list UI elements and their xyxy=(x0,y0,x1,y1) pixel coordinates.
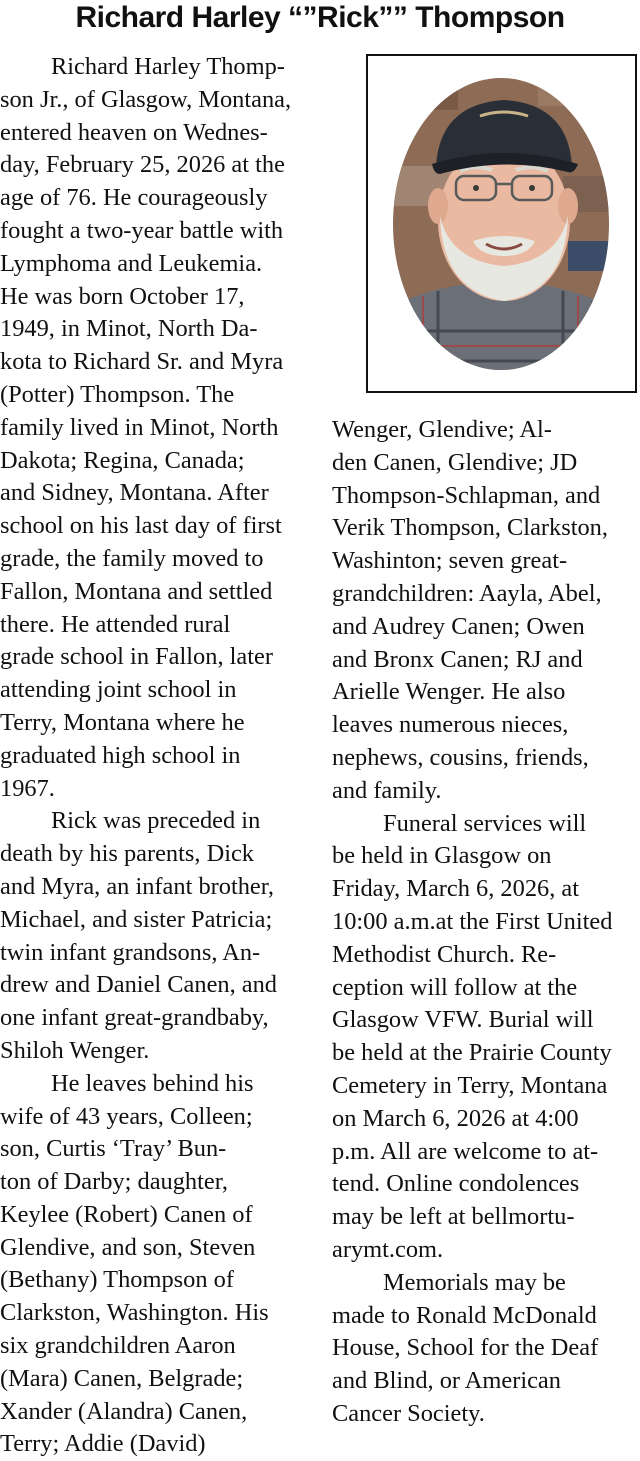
text-line: Terry, Montana where he xyxy=(0,708,245,736)
text-line: 1949, in Minot, North Da- xyxy=(0,315,258,343)
text-line: leaves numerous nieces, xyxy=(332,711,569,739)
text-line: graduated high school in xyxy=(0,741,241,769)
text-line: Cemetery in Terry, Montana xyxy=(332,1071,608,1099)
text-line: drew and Daniel Canen, and xyxy=(0,971,278,999)
portrait-photo-icon xyxy=(368,56,635,391)
text-line: Xander (Alandra) Canen, xyxy=(0,1397,248,1425)
text-line: death by his parents, Dick xyxy=(0,840,255,868)
text-line: and Sidney, Montana. After xyxy=(0,479,269,507)
text-line: nephews, cousins, friends, xyxy=(332,743,589,771)
text-line: be held at the Prairie County xyxy=(332,1039,612,1067)
text-line: den Canen, Glendive; JD xyxy=(332,448,578,476)
text-line: Shiloh Wenger. xyxy=(0,1036,150,1064)
text-line: twin infant grandsons, An- xyxy=(0,938,261,966)
text-line: Glendive, and son, Steven xyxy=(0,1233,256,1261)
text-line: He was born October 17, xyxy=(0,282,245,310)
text-line: Cancer Society. xyxy=(332,1399,485,1427)
text-line: Michael, and sister Patricia; xyxy=(0,905,273,933)
text-line: Verik Thompson, Clarkston, xyxy=(332,514,608,542)
text-line: arymt.com. xyxy=(332,1235,444,1263)
text-line: Keylee (Robert) Canen of xyxy=(0,1200,253,1228)
text-line: grade, the family moved to xyxy=(0,544,264,572)
text-line: age of 76. He courageously xyxy=(0,184,268,212)
text-line: and Audrey Canen; Owen xyxy=(332,612,585,640)
text-line: Memorials may be xyxy=(383,1268,566,1296)
text-line: son Jr., of Glasgow, Montana, xyxy=(0,85,292,113)
text-line: made to Ronald McDonald xyxy=(332,1301,597,1329)
text-line: and Bronx Canen; RJ and xyxy=(332,645,583,673)
text-line: tend. Online condolences xyxy=(332,1170,580,1198)
text-line: (Bethany) Thompson of xyxy=(0,1266,234,1294)
text-line: Glasgow VFW. Burial will xyxy=(332,1006,594,1034)
text-line: He leaves behind his xyxy=(51,1069,254,1097)
text-line: six grandchildren Aaron xyxy=(0,1332,236,1360)
text-line: Funeral services will xyxy=(383,809,587,837)
text-line: and Myra, an infant brother, xyxy=(0,872,275,900)
text-line: family lived in Minot, North xyxy=(0,413,279,441)
text-line: day, February 25, 2026 at the xyxy=(0,151,285,179)
text-line: and family. xyxy=(332,776,442,804)
text-line: (Mara) Canen, Belgrade; xyxy=(0,1364,244,1392)
text-line: grade school in Fallon, later xyxy=(0,643,273,671)
text-line: Wenger, Glendive; Al- xyxy=(332,416,552,443)
text-line: be held in Glasgow on xyxy=(332,842,552,870)
text-line: 10:00 a.m.at the First United xyxy=(332,907,613,935)
text-line: Richard Harley Thomp- xyxy=(51,53,285,80)
text-line: wife of 43 years, Colleen; xyxy=(0,1102,253,1130)
text-line: p.m. All are welcome to at- xyxy=(332,1137,599,1165)
text-line: Methodist Church. Re- xyxy=(332,940,557,968)
text-line: ton of Darby; daughter, xyxy=(0,1168,228,1196)
text-line: kota to Richard Sr. and Myra xyxy=(0,348,284,376)
text-line: one infant great-grandbaby, xyxy=(0,1004,269,1032)
text-line: (Potter) Thompson. The xyxy=(0,380,235,408)
obituary-title: Richard Harley “”Rick”” Thompson xyxy=(75,1,565,34)
text-line: there. He attended rural xyxy=(0,610,231,638)
text-line: Fallon, Montana and settled xyxy=(0,577,273,605)
text-line: Arielle Wenger. He also xyxy=(332,678,566,706)
text-line: Lymphoma and Leukemia. xyxy=(0,249,263,277)
text-line: Terry; Addie (David) xyxy=(0,1430,206,1458)
text-line: fought a two-year battle with xyxy=(0,216,284,244)
text-line: Dakota; Regina, Canada; xyxy=(0,446,245,474)
text-line: grandchildren: Aayla, Abel, xyxy=(332,579,602,607)
text-line: school on his last day of first xyxy=(0,512,282,540)
text-line: House, School for the Deaf xyxy=(332,1334,599,1362)
text-line: Clarkston, Washington. His xyxy=(0,1299,269,1327)
obituary-right-column xyxy=(332,414,640,1431)
text-line: may be left at bellmortu- xyxy=(332,1203,575,1231)
text-line: Thompson-Schlapman, and xyxy=(332,481,601,509)
portrait-photo xyxy=(366,54,637,393)
text-line: and Blind, or American xyxy=(332,1367,561,1395)
text-line: son, Curtis ‘Tray’ Bun- xyxy=(0,1135,227,1163)
text-line: Friday, March 6, 2026, at xyxy=(332,875,580,903)
text-line: entered heaven on Wednes- xyxy=(0,118,268,146)
text-line: Rick was preceded in xyxy=(51,807,261,835)
text-line: 1967. xyxy=(0,774,55,802)
obituary-left-column xyxy=(0,51,312,1461)
text-line: attending joint school in xyxy=(0,676,237,704)
text-line: ception will follow at the xyxy=(332,973,578,1001)
text-line: on March 6, 2026 at 4:00 xyxy=(332,1104,579,1132)
text-line: Washinton; seven great- xyxy=(332,547,568,575)
